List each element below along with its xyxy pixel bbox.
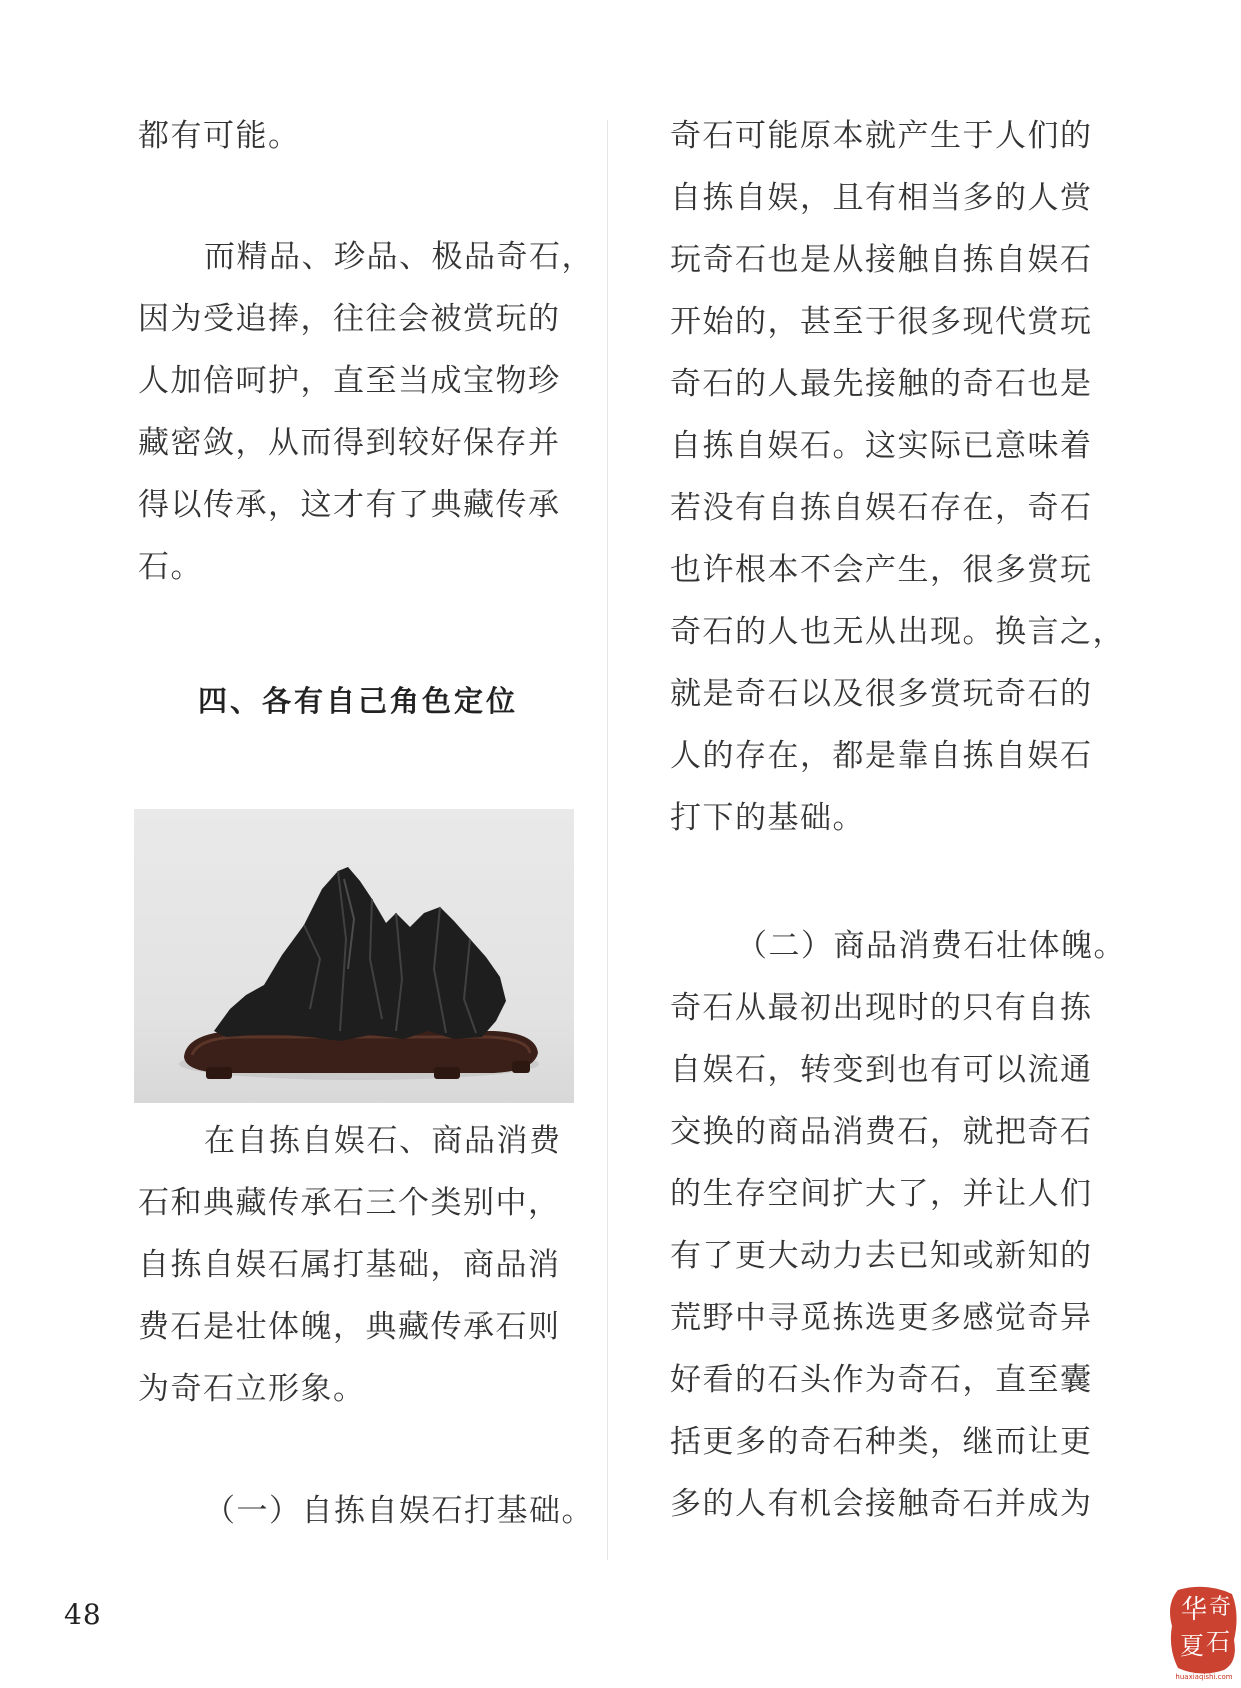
text-line: 打下的基础。 [670,800,865,836]
text-line: 开始的，甚至于很多现代赏玩 [670,304,1093,340]
site-watermark-logo [1166,1584,1240,1684]
left-column-paragraph-2 [138,226,594,598]
left-column-paragraph-3 [138,1110,578,1420]
page-number: 48 [64,1598,102,1631]
text-line: 奇石可能原本就产生于人们的 [670,118,1093,154]
text-line: 费石是壮体魄，典藏传承石则 [138,1309,561,1345]
text-line: 人的存在，都是靠自拣自娱石 [670,738,1093,774]
left-column [138,105,578,167]
text-line: 玩奇石也是从接触自拣自娱石 [670,242,1093,278]
text-line: 为奇石立形象。 [138,1371,366,1407]
text-line: 石。 [138,549,203,585]
column-divider [607,120,608,1560]
text-line: 石和典藏传承石三个类别中， [138,1185,561,1221]
subheading-line: （二）商品消费石壮体魄。 [736,928,1126,964]
seal-stamp-icon [1166,1584,1240,1684]
text-line: 奇石的人最先接触的奇石也是 [670,366,1093,402]
text-line: 若没有自拣自娱石存在，奇石 [670,490,1093,526]
text-line: 因为受追捧，往往会被赏玩的 [138,301,561,337]
text-line: 而精品、珍品、极品奇石， [204,239,594,275]
text-line: 交换的商品消费石，就把奇石 [670,1114,1093,1150]
text-line: 的生存空间扩大了，并让人们 [670,1176,1093,1212]
scholar-stone-illustration [134,809,574,1103]
right-column-paragraph-1 [670,105,1125,849]
text-line: 奇石的人也无从出现。换言之， [670,614,1125,650]
subheading-line: （一）自拣自娱石打基础。 [204,1493,594,1529]
text-line: 藏密敛，从而得到较好保存并 [138,425,561,461]
seal-char: 华 [1180,1595,1208,1625]
text-line: 括更多的奇石种类，继而让更 [670,1424,1093,1460]
text-line: 就是奇石以及很多赏玩奇石的 [670,676,1093,712]
text-line: 奇石从最初出现时的只有自拣 [670,990,1093,1026]
text-line: 多的人有机会接触奇石并成为 [670,1486,1093,1522]
text-line: 自拣自娱，且有相当多的人赏 [670,180,1093,216]
text-line: 人加倍呵护，直至当成宝物珍 [138,363,561,399]
text-line: 荒野中寻觅拣选更多感觉奇异 [670,1300,1093,1336]
seal-char: 石 [1206,1628,1230,1656]
text-line: 好看的石头作为奇石，直至囊 [670,1362,1093,1398]
text-line: 自拣自娱石属打基础，商品消 [138,1247,561,1283]
right-column-paragraph-2 [670,915,1126,1535]
text-line: 有了更大动力去已知或新知的 [670,1238,1093,1274]
seal-char: 夏 [1180,1632,1204,1660]
watermark-url: huaxiaqishi.com [1175,1673,1233,1681]
text-line: 在自拣自娱石、商品消费 [204,1123,562,1159]
seal-char: 奇 [1208,1595,1232,1620]
text-line: 得以传承，这才有了典藏传承 [138,487,561,523]
section-heading: 四、各有自己角色定位 [197,684,518,718]
text-line: 也许根本不会产生，很多赏玩 [670,552,1093,588]
text-line: 自娱石，转变到也有可以流通 [670,1052,1093,1088]
text-line: 自拣自娱石。这实际已意味着 [670,428,1093,464]
paragraph [138,105,578,167]
left-column-paragraph-4 [138,1480,594,1542]
stone-photo [134,809,574,1103]
text-line: 都有可能。 [138,118,301,154]
